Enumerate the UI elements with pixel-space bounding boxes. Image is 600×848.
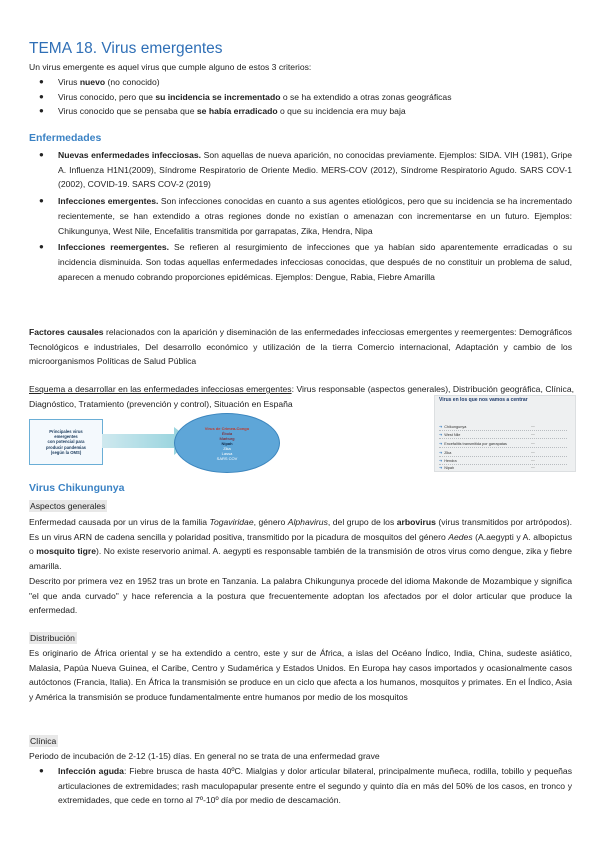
bullet-icon: ● (39, 150, 44, 159)
arrow-icon: ➔ (439, 466, 443, 470)
page-title: TEMA 18. Virus emergentes (29, 40, 223, 57)
arrow-icon: ➔ (439, 433, 443, 437)
virus-row: ➔ Chikungunya — (439, 424, 535, 429)
arrow-icon: ➔ (439, 425, 443, 429)
aspectos-paragraph-2: Descrito por primera vez en 1952 tras un brote en Tanzania. La palabra Chikungunya procede del idioma Makonde de Mozambique y significa "el que anda curvado" y hace referencia a la postura que frecuentemente adoptan los afectados por el dolor articular que produce la enfermedad. (29, 576, 572, 616)
enfermedad-item: ● Infecciones emergentes. Son infecciones conocidas en cuanto a sus agentes etiológicos, pero que su incidencia se ha incrementado recientemente, se han extendido a otras regiones donde no existían o amenazan con incrementarse en un futuro. Ejemplos: Chikungunya, West Nile, Encefalitis transmitida por garrapatas, Zika, Hendra, Nipa (39, 196, 572, 236)
enfermedades-list (29, 148, 572, 284)
factores-paragraph: Factores causales relacionados con la aparición y diseminación de las enfermedades infecciosas emergentes y reemergentes: Demográficos Tecnológicos e industriales, Del desarrollo económico y utilización de la tierra Comercio internacional, Adaptación y cambio de los microorganismos Políticas de Salud Pública (29, 327, 572, 367)
section-heading-enfermedades: Enfermedades (29, 132, 102, 144)
criterion-item: ● Virus conocido, pero que su incidencia se incrementado o se ha extendido a otras zonas geográficas (29, 90, 572, 105)
pandemic-virus-diagram (29, 413, 281, 473)
arrow-icon: ➔ (439, 451, 443, 455)
subheading-distribucion: Distribución (30, 633, 75, 643)
criterion-item: ● Virus nuevo (no conocido) (29, 75, 572, 90)
enfermedad-item: ● Infecciones reemergentes. Se refieren al resurgimiento de infecciones que ya habían sido aparentemente erradicadas o su incidencia disminuida. Son todas aquellas enfermedades infecciosas conocidas, que después de no constituir un problema de salud, aparecen a menudo cobrando proporciones epidémicas. Ejemplos: Dengue, Rabia, Fiebre Amarilla (39, 242, 572, 282)
intro-text: Un virus emergente es aquel virus que cumple alguno de estos 3 criterios: (29, 62, 312, 72)
virus-row: ➔ Nipah — (439, 465, 535, 470)
bullet-icon: ● (39, 91, 44, 101)
arrow-icon: ➔ (439, 459, 443, 463)
clinica-item: ● Infección aguda: Fiebre brusca de hasta 40ºC. Mialgias y dolor articular bilateral, principalmente muñeca, rodilla, tobillo y pequeñas articulaciones de extremidades; rash maculopapular presente entre el segundo y quinto día en más del 50% de los casos, en tronco y extremidades, que cede en torno al 7º-10º día por medio de descamación. (39, 766, 572, 806)
arrow-icon: ➔ (439, 442, 443, 446)
divider (439, 438, 567, 439)
aspectos-paragraph-1: Enfermedad causada por un virus de la familia Togaviridae, género Alphavirus, del grupo de los arbovirus (virus transmitidos por artrópodos). Es un virus ARN de cadena sencilla y polaridad positiva, transmitido por la picadura de mosquitos del género Aedes (A.aegypti y A. albopictus o mosquito tigre). No existe reservorio animal. A. aegypti es responsable también de la transmisión de otros virus como dengue, zika y fiebre amarilla. (29, 517, 572, 572)
clinica-list (29, 764, 572, 808)
clinica-paragraph: Periodo de incubación de 2-12 (1-15) días. En general no se trata de una enfermedad grave (29, 751, 380, 761)
divider (439, 456, 567, 457)
virus-row: ➔ Zika — (439, 450, 535, 455)
criteria-list (29, 75, 572, 119)
section-heading-chikungunya: Virus Chikungunya (29, 482, 125, 494)
diagram-virus-ellipse: Virus de Crimea-Congo Ébola Marburg Nipah Zika Lassa SARS COV (174, 413, 280, 473)
virus-row: ➔ West Nile — (439, 432, 535, 437)
bullet-icon: ● (39, 196, 44, 206)
virus-row: ➔ Encefalitis transmitida por garrapatas — (439, 441, 535, 446)
divider (439, 430, 567, 431)
subheading-clinica: Clínica (30, 736, 57, 746)
bullet-icon: ● (39, 766, 44, 775)
diagram-label-box: Principales virus emergentes con potencial para producir pandemias (según la OMS) (29, 419, 103, 465)
divider (439, 447, 567, 448)
bullet-icon: ● (39, 77, 44, 86)
enfermedad-item: ● Nuevas enfermedades infecciosas. Son aquellas de nueva aparición, no conocidas previamente. Ejemplos: SIDA. VIH (1981), Gripe A. Influenza H1N1(2009), Síndrome Respiratorio de Oriente Medio. MERS-COV (2012), Síndrome Respiratorio Agudo. SARS COV-1 (2002), COVID-19. SARS COV-2 (2019) (39, 150, 572, 190)
esquema-paragraph: Esquema a desarrollar en las enfermedades infecciosas emergentes: Virus responsable (aspectos generales), Distribución geográfica, Clínica, Diagnóstico, Tratamiento (prevención y control), Situación en España (29, 384, 575, 409)
bullet-icon: ● (39, 242, 44, 252)
distribucion-paragraph: Es originario de África oriental y se ha extendido a centro, este y sur de África, a islas del Océano Índico, India, China, sudeste asiático, Malasia, Papúa Nueva Guinea, el Caribe, Centro y Sudamérica y Estados Unidos. En Europa hay casos importados y ocasionalmente casos autóctonos (Francia, Italia). En África la transmisión se produce en un ciclo que afecta a los humanos, mosquitos y primates. En el Índico, Asia y América la transmisión se produce fundamentalmente entre humanos por medio de los mosquitos (29, 648, 572, 703)
virus-focus-image: Virus en los que nos vamos a centrar ➔ Chikungunya — ➔ West Nile — ➔ Encefalitis transmitida por garrapatas — ➔ Zika — ➔ Hendra — ➔ Nipah — (434, 395, 576, 472)
bullet-icon: ● (39, 106, 44, 116)
subheading-aspectos: Aspectos generales (30, 501, 106, 511)
virus-row: ➔ Hendra — (439, 458, 535, 463)
criterion-item: ● Virus conocido que se pensaba que se había erradicado o que su incidencia era muy baja (29, 104, 572, 119)
